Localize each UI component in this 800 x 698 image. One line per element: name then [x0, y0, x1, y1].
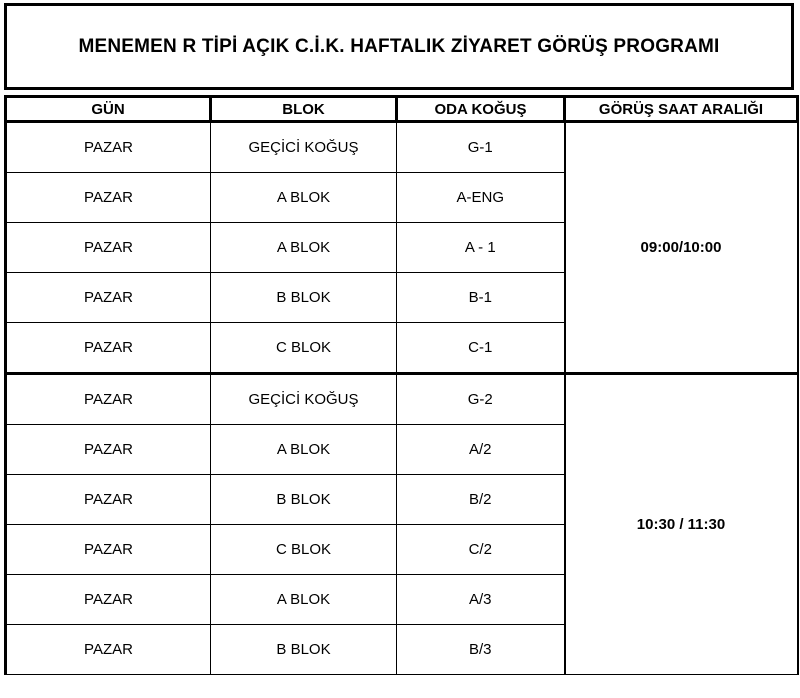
cell-day: PAZAR — [6, 475, 211, 525]
cell-block: A BLOK — [211, 223, 397, 273]
cell-block: A BLOK — [211, 575, 397, 625]
cell-room: G-2 — [397, 374, 565, 425]
table-header-row — [6, 97, 798, 122]
cell-block: C BLOK — [211, 323, 397, 374]
cell-block: B BLOK — [211, 625, 397, 675]
cell-room: A/2 — [397, 425, 565, 475]
cell-time-slot: 09:00/10:00 — [565, 122, 798, 374]
cell-block: A BLOK — [211, 173, 397, 223]
cell-room: B-1 — [397, 273, 565, 323]
page-title: MENEMEN R TİPİ AÇIK C.İ.K. HAFTALIK ZİYARET GÖRÜŞ PROGRAMI — [4, 3, 794, 90]
cell-block: GEÇİCİ KOĞUŞ — [211, 122, 397, 173]
cell-room: A-ENG — [397, 173, 565, 223]
visit-schedule-table — [4, 95, 799, 675]
cell-room: B/2 — [397, 475, 565, 525]
cell-day: PAZAR — [6, 273, 211, 323]
cell-day: PAZAR — [6, 625, 211, 675]
cell-room: A/3 — [397, 575, 565, 625]
cell-day: PAZAR — [6, 323, 211, 374]
header-room: ODA KOĞUŞ — [397, 97, 565, 122]
cell-day: PAZAR — [6, 374, 211, 425]
cell-block: GEÇİCİ KOĞUŞ — [211, 374, 397, 425]
cell-day: PAZAR — [6, 173, 211, 223]
cell-time-slot: 10:30 / 11:30 — [565, 374, 798, 675]
table-row — [6, 122, 798, 173]
cell-day: PAZAR — [6, 575, 211, 625]
header-day: GÜN — [6, 97, 211, 122]
cell-day: PAZAR — [6, 525, 211, 575]
cell-room: G-1 — [397, 122, 565, 173]
header-time: GÖRÜŞ SAAT ARALIĞI — [565, 97, 798, 122]
cell-room: C-1 — [397, 323, 565, 374]
cell-block: B BLOK — [211, 475, 397, 525]
cell-room: A - 1 — [397, 223, 565, 273]
cell-day: PAZAR — [6, 223, 211, 273]
cell-room: B/3 — [397, 625, 565, 675]
cell-room: C/2 — [397, 525, 565, 575]
cell-block: B BLOK — [211, 273, 397, 323]
header-block: BLOK — [211, 97, 397, 122]
cell-block: A BLOK — [211, 425, 397, 475]
cell-day: PAZAR — [6, 122, 211, 173]
cell-block: C BLOK — [211, 525, 397, 575]
table-row — [6, 374, 798, 425]
cell-day: PAZAR — [6, 425, 211, 475]
